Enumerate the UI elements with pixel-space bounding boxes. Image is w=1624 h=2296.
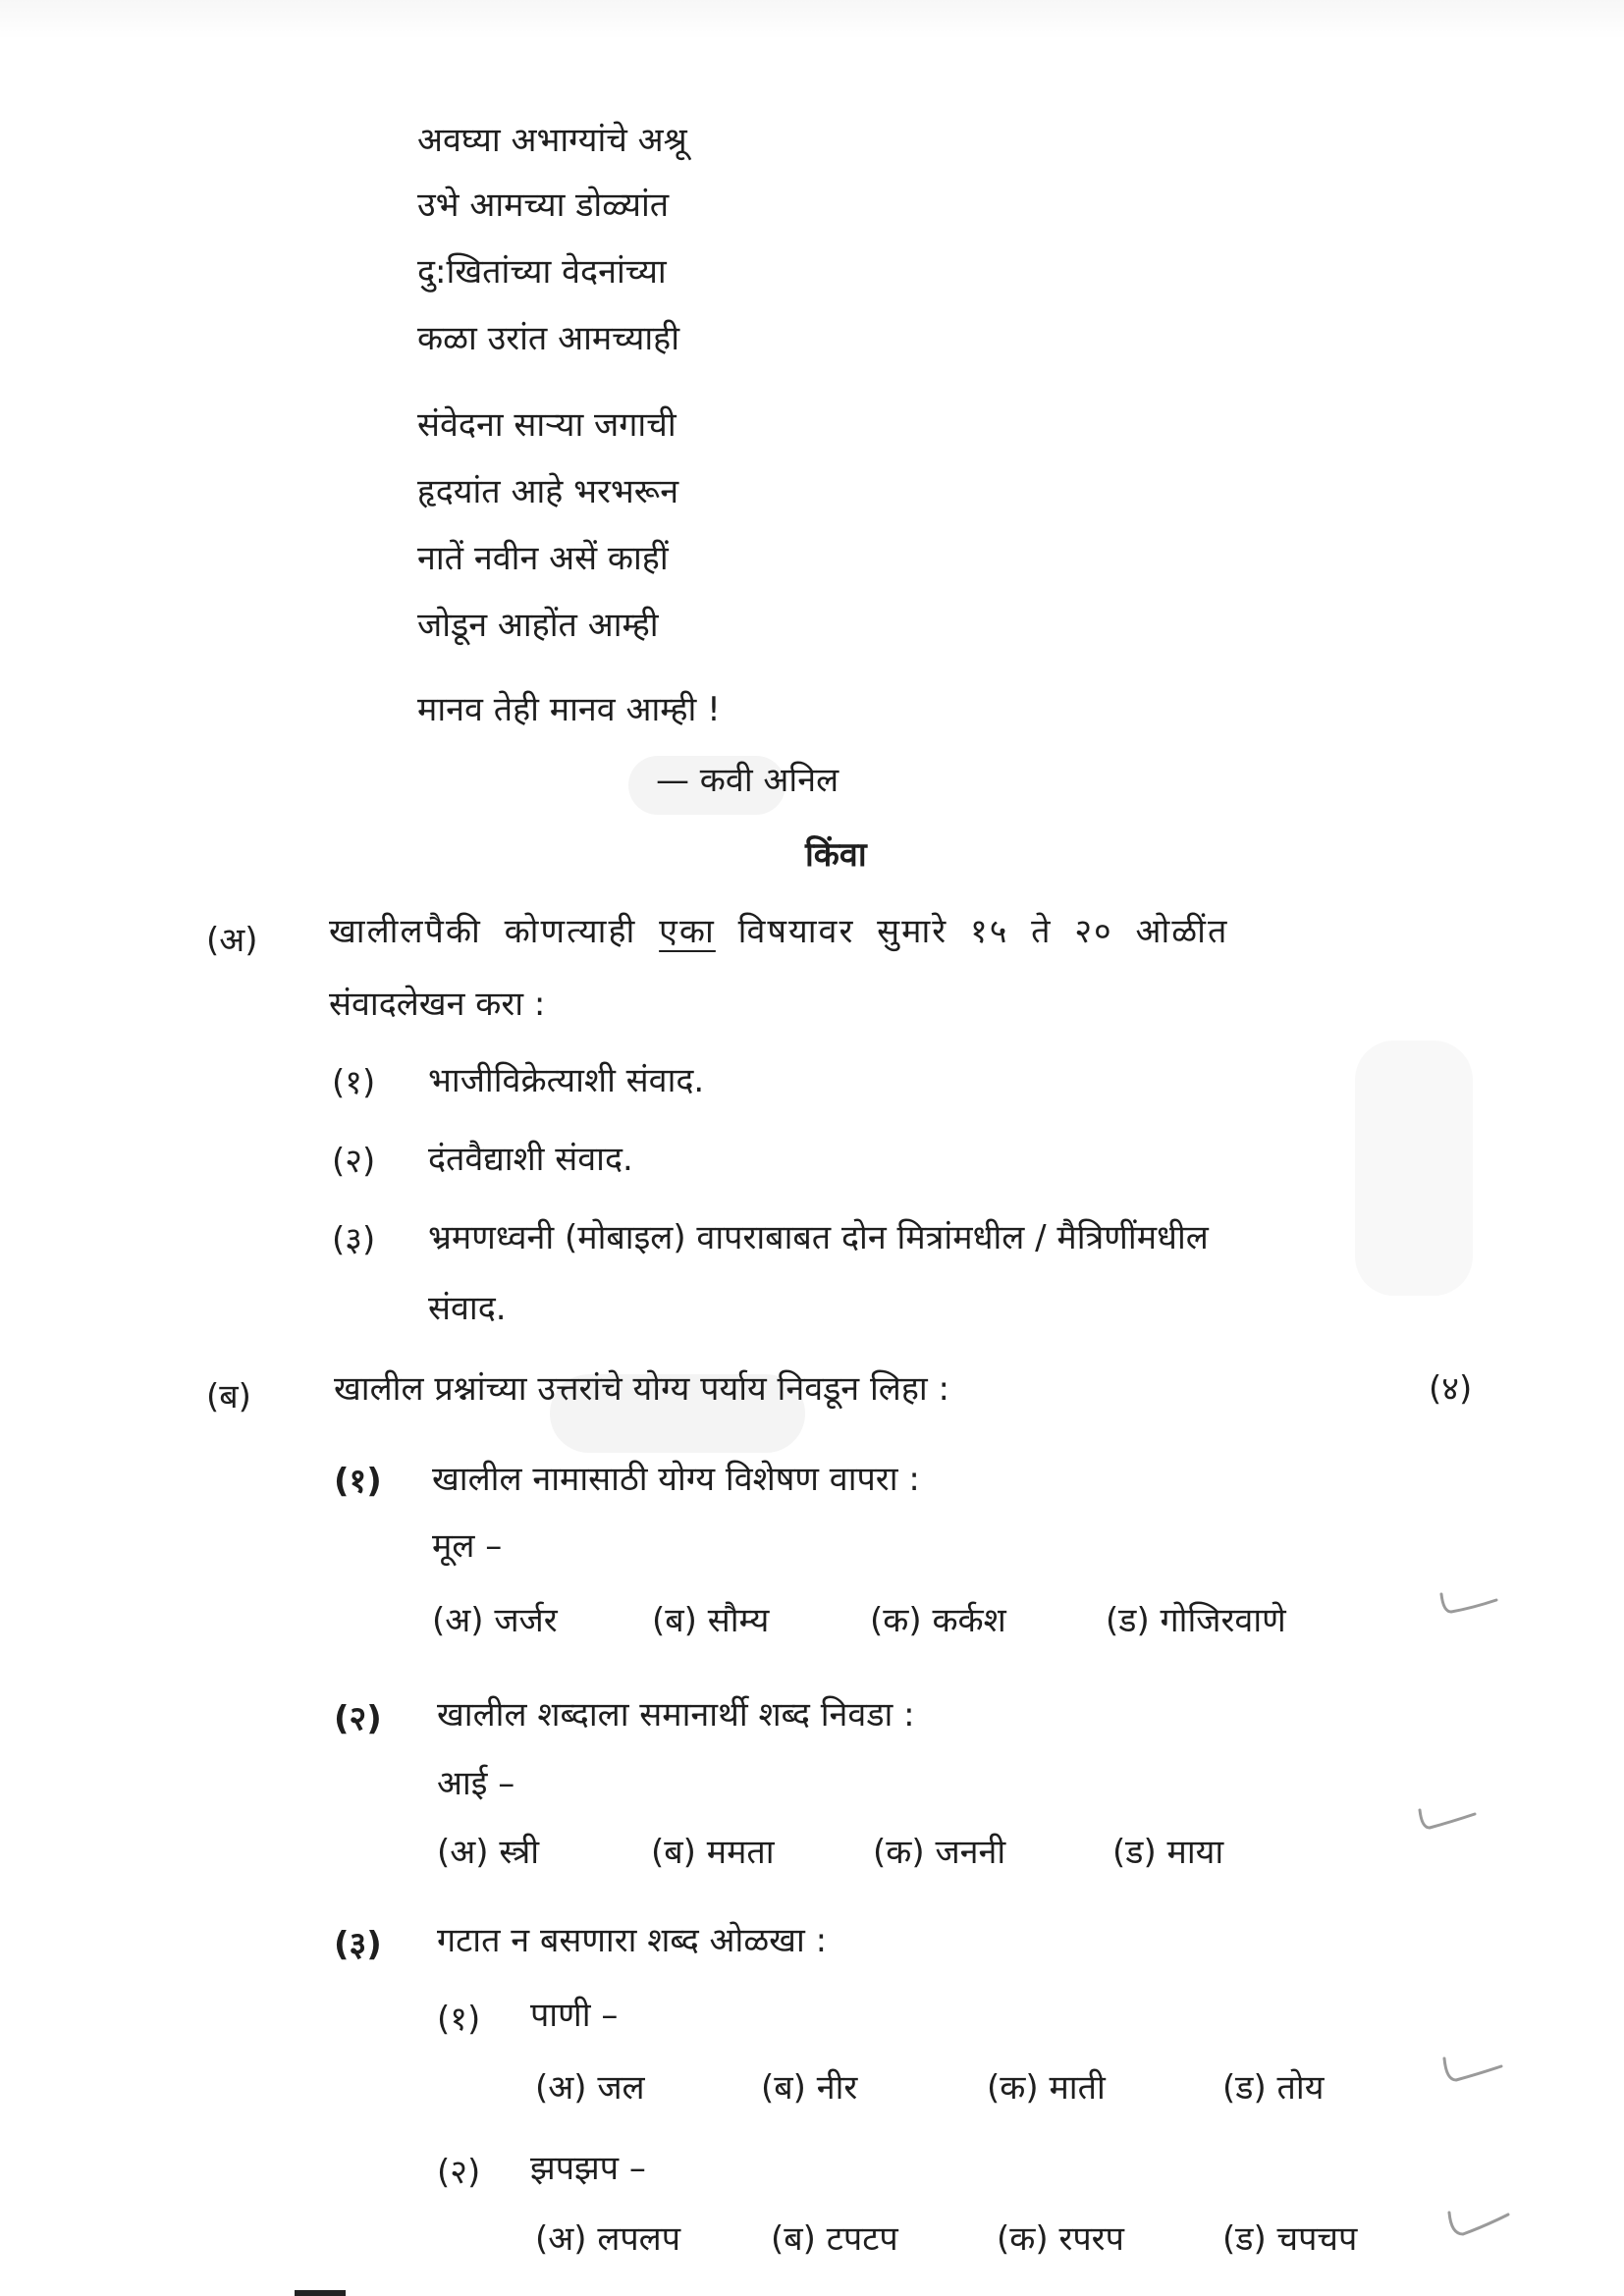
question-prompt: खालील शब्दाला समानार्थी शब्द निवडा : [437,1695,915,1735]
option[interactable]: (ब) ममता [651,1833,775,1872]
page-edge-mark [295,2290,346,2296]
subquestion-word: झपझप – [530,2149,646,2188]
dialogue-topic-line2: संवाद. [428,1289,507,1328]
poem-line: उभे आमच्या डोळ्यांत [417,186,670,225]
dialogue-topic: दंतवैद्याशी संवाद. [428,1140,633,1179]
poem-line: दु:खितांच्या वेदनांच्या [417,252,667,292]
option-marked[interactable]: (क) माती [987,2068,1106,2108]
poem-line: कळा उरांत आमच्याही [417,319,680,358]
section-b-label: (ब) [206,1377,251,1416]
dialogue-topic: भ्रमणध्वनी (मोबाइल) वापराबाबत दोन मित्रांमधील / मैत्रिणींमधील [428,1218,1209,1257]
section-a-instruction-line2: संवादलेखन करा : [329,985,546,1024]
option[interactable]: (ड) चपचप [1222,2219,1358,2259]
option[interactable]: (ड) माया [1112,1833,1224,1872]
option-marked[interactable]: (ड) गोजिरवाणे [1106,1601,1286,1640]
option-marked[interactable]: (क) जननी [873,1833,1006,1872]
or-separator: किंवा [805,835,867,875]
instruction-underlined: एका [659,912,716,951]
item-number: (३) [332,1220,376,1259]
section-a-instruction [329,909,1228,954]
question-prompt: खालील नामासाठी योग्य विशेषण वापरा : [432,1460,920,1499]
option[interactable]: (ड) तोय [1222,2068,1325,2108]
poem-author: — कवी अनिल [656,761,839,800]
options-row [432,1598,1286,1643]
section-b-instruction: खालील प्रश्नांच्या उत्तरांचे योग्य पर्याय निवडून लिहा : [334,1369,949,1409]
option[interactable]: (अ) जल [535,2068,645,2108]
option[interactable]: (अ) लपलप [535,2219,681,2259]
poem-line: नातें नवीन असें काहीं [417,539,669,578]
question-word: मूल – [432,1526,503,1566]
checkmark-icon [1434,1590,1502,1620]
marks: (४) [1429,1369,1473,1409]
checkmark-icon [1438,2056,1507,2086]
question-number: (१) [334,1462,382,1501]
poem-line: हृदयांत आहे भरभरून [417,472,679,511]
section-a-label: (अ) [206,921,258,960]
dialogue-topic: भाजीविक्रेत्याशी संवाद. [428,1061,705,1100]
item-number: (१) [332,1063,376,1102]
options-row [535,2216,1357,2262]
option-marked[interactable]: (ब) टपटप [771,2219,898,2259]
poem-line: मानव तेही मानव आम्ही ! [417,690,721,729]
poem-line: जोडून आहोंत आम्ही [417,606,659,645]
subquestion-number: (१) [437,2000,481,2039]
checkmark-icon [1414,1806,1483,1836]
checkmark-icon [1443,2209,1512,2238]
question-number: (३) [334,1925,382,1964]
question-number: (२) [334,1699,382,1738]
question-prompt: गटात न बसणारा शब्द ओळखा : [437,1921,828,1960]
question-word: आई – [437,1764,515,1803]
option[interactable]: (अ) स्त्री [437,1833,540,1872]
options-row [437,1830,1223,1875]
option[interactable]: (अ) जर्जर [432,1601,558,1640]
instruction-text: खालीलपैकी कोणत्याही [329,912,660,951]
option[interactable]: (ब) सौम्य [652,1601,770,1640]
poem-line: अवघ्या अभाग्यांचे अश्रू [417,121,687,160]
option[interactable]: (ब) नीर [761,2068,858,2108]
option[interactable]: (क) रपरप [997,2219,1124,2259]
subquestion-number: (२) [437,2153,481,2192]
instruction-text: विषयावर सुमारे १५ ते २० ओळींत [715,912,1229,951]
scan-smudge [1355,1041,1473,1296]
item-number: (२) [332,1142,376,1181]
options-row [535,2065,1324,2110]
option[interactable]: (क) कर्कश [870,1601,1006,1640]
poem-line: संवेदना साऱ्या जगाची [417,405,677,445]
subquestion-word: पाणी – [530,1996,619,2035]
